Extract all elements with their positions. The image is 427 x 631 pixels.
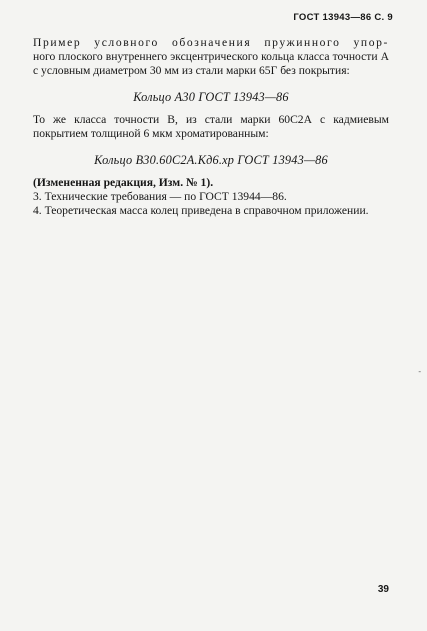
paragraph-example xyxy=(33,36,389,78)
item-theoretical-mass: 4. Теоретическая масса колец приведена в справочном приложении. xyxy=(33,204,369,217)
item-technical-requirements: 3. Технические требования — по ГОСТ 13944—86. xyxy=(33,190,287,203)
document-body xyxy=(33,36,389,218)
designation-formula-1: Кольцо А30 ГОСТ 13943—86 xyxy=(133,90,289,104)
designation-formula-2: Кольцо В30.60С2А.Кд6.хр ГОСТ 13943—86 xyxy=(94,153,328,167)
paragraph-example-rest: ного плоского внутреннего эксцентрического кольца класса точности А с условным диаметром 30 мм из стали марки 65Г без покрытия: xyxy=(33,50,389,77)
paragraph-example-first-line: Пример условного обозначения пружинного упор- xyxy=(33,36,389,49)
paragraph-variant-b: То же класса точности В, из стали марки 60С2А с кадмиевым покрытием толщиной 6 мкм хроматированным: xyxy=(33,113,389,140)
amendment-note: (Измененная редакция, Изм. № 1). xyxy=(33,176,214,189)
page-header: ГОСТ 13943—86 С. 9 xyxy=(293,12,393,23)
margin-mark: - xyxy=(418,367,421,376)
page-number: 39 xyxy=(377,584,389,595)
